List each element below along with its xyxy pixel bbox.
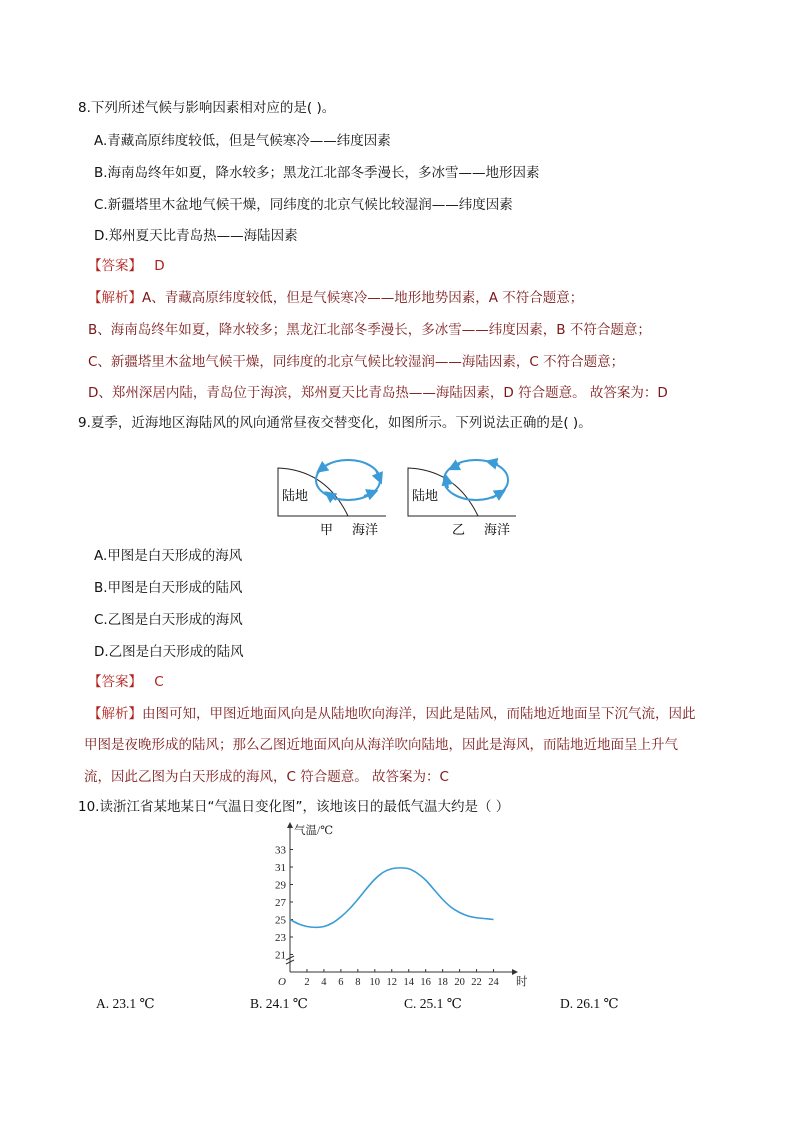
q8-analysis-line-3: C、新疆塔里木盆地气候干燥，同纬度的北京气候比较湿润——海陆因素，C 不符合题意； bbox=[88, 354, 625, 370]
x-tick-label-18: 18 bbox=[437, 977, 448, 988]
x-tick-label-2: 2 bbox=[304, 977, 310, 988]
x-axis-label: 时 bbox=[516, 976, 528, 988]
q8-option-c: C.新疆塔里木盆地气候干燥，同纬度的北京气候比较湿润——纬度因素 bbox=[94, 197, 513, 213]
q8-analysis-line-1 bbox=[88, 288, 583, 308]
y-tick-label-27: 27 bbox=[275, 897, 286, 909]
q9-answer-value: C bbox=[154, 674, 164, 690]
figure-right-name: 乙 bbox=[452, 523, 466, 538]
q8-option-b: B.海南岛终年如夏，降水较多；黑龙江北部冬季漫长，多冰雪——地形因素 bbox=[94, 165, 540, 181]
x-axis-arrow bbox=[512, 969, 518, 975]
q8-stem: 8.下列所述气候与影响因素相对应的是( )。 bbox=[78, 100, 336, 116]
figure-right-sea-label: 海洋 bbox=[484, 523, 511, 538]
y-axis-arrow bbox=[287, 822, 293, 828]
q9-option-b: B.甲图是白天形成的陆风 bbox=[94, 580, 243, 596]
figure-left-land-label: 陆地 bbox=[282, 489, 309, 504]
q9-analysis-line-3: 流，因此乙图为白天形成的海风，C 符合题意。 故答案为：C bbox=[84, 769, 449, 785]
y-tick-label-21: 21 bbox=[275, 949, 286, 962]
figure-left-name: 甲 bbox=[320, 523, 334, 538]
figure-right-land-label: 陆地 bbox=[412, 489, 439, 504]
x-tick-label-8: 8 bbox=[355, 977, 361, 988]
q10-choice-b: B. 24.1 ℃ bbox=[250, 996, 308, 1011]
q9-analysis-line-1 bbox=[88, 704, 696, 724]
x-tick-label-24: 24 bbox=[488, 977, 499, 988]
y-axis-label: 气温/℃ bbox=[294, 825, 334, 837]
q9-answer-tag: 【答案】 bbox=[88, 674, 142, 690]
q9-option-a: A.甲图是白天形成的海风 bbox=[94, 548, 243, 564]
x-tick-label-12: 12 bbox=[386, 977, 398, 988]
q8-analysis-text-1: A、青藏高原纬度较低，但是气候寒冷——地形地势因素，A 不符合题意； bbox=[142, 290, 584, 306]
figure-left-sea-label: 海洋 bbox=[352, 523, 379, 538]
q8-option-a: A.青藏高原纬度较低，但是气候寒冷——纬度因素 bbox=[94, 133, 391, 149]
figure-yi-panel bbox=[408, 460, 516, 516]
y-tick-label-31: 31 bbox=[275, 862, 286, 874]
x-tick-label-4: 4 bbox=[321, 977, 327, 988]
x-tick-label-6: 6 bbox=[338, 977, 344, 988]
q9-analysis-line-2: 甲图是夜晚形成的陆风；那么乙图近地面风向从海洋吹向陆地，因此是海风，而陆地近地面呈上升气 bbox=[84, 737, 678, 753]
y-tick-label-23: 23 bbox=[275, 932, 286, 944]
q8-analysis-line-2: B、海南岛终年如夏，降水较多；黑龙江北部冬季漫长，多冰雪——纬度因素，B 不符合题意； bbox=[88, 322, 651, 338]
x-tick-label-22: 22 bbox=[471, 977, 482, 988]
q8-option-d: D.郑州夏天比青岛热——海陆因素 bbox=[94, 228, 298, 244]
x-tick-label-10: 10 bbox=[369, 977, 381, 988]
y-tick-label-33: 33 bbox=[275, 844, 286, 857]
q8-analysis-line-4: D、郑州深居内陆，青岛位于海滨，郑州夏天比青岛热——海陆因素，D 符合题意。 故答案为：D bbox=[88, 385, 668, 401]
q8-answer-tag: 【答案】 bbox=[88, 258, 142, 274]
temperature-series-line-0 bbox=[290, 868, 494, 928]
y-tick-label-29: 29 bbox=[275, 879, 286, 892]
q8-analysis-tag: 【解析】 bbox=[88, 290, 142, 306]
q8-answer-value: D bbox=[154, 258, 165, 274]
q8-answer bbox=[88, 256, 165, 276]
figure-jia-panel bbox=[278, 460, 386, 516]
q9-stem: 9.夏季，近海地区海陆风的风向通常昼夜交替变化，如图所示。下列说法正确的是( )。 bbox=[78, 415, 592, 431]
y-tick-label-25: 25 bbox=[275, 914, 286, 927]
q10-stem: 10.读浙江省某地某日“气温日变化图”，该地该日的最低气温大约是（ ） bbox=[78, 799, 510, 815]
q10-choice-c: C. 25.1 ℃ bbox=[404, 996, 462, 1011]
origin-label: O bbox=[278, 976, 286, 988]
q9-analysis-tag: 【解析】 bbox=[88, 706, 142, 722]
q10-choice-a: A. 23.1 ℃ bbox=[96, 996, 155, 1011]
q9-answer bbox=[88, 672, 164, 692]
q9-analysis-text-1: 由图可知，甲图近地面风向是从陆地吹向海洋，因此是陆风，而陆地近地面呈下沉气流，因此 bbox=[142, 706, 696, 722]
q9-option-c: C.乙图是白天形成的海风 bbox=[94, 612, 243, 628]
q10-choice-d: D. 26.1 ℃ bbox=[560, 996, 619, 1011]
sea-land-breeze-figure bbox=[276, 448, 526, 540]
x-tick-label-20: 20 bbox=[454, 977, 465, 988]
temperature-daily-chart bbox=[268, 820, 528, 990]
x-tick-label-16: 16 bbox=[420, 977, 431, 988]
q9-option-d: D.乙图是白天形成的陆风 bbox=[94, 644, 244, 660]
x-tick-label-14: 14 bbox=[403, 977, 414, 988]
